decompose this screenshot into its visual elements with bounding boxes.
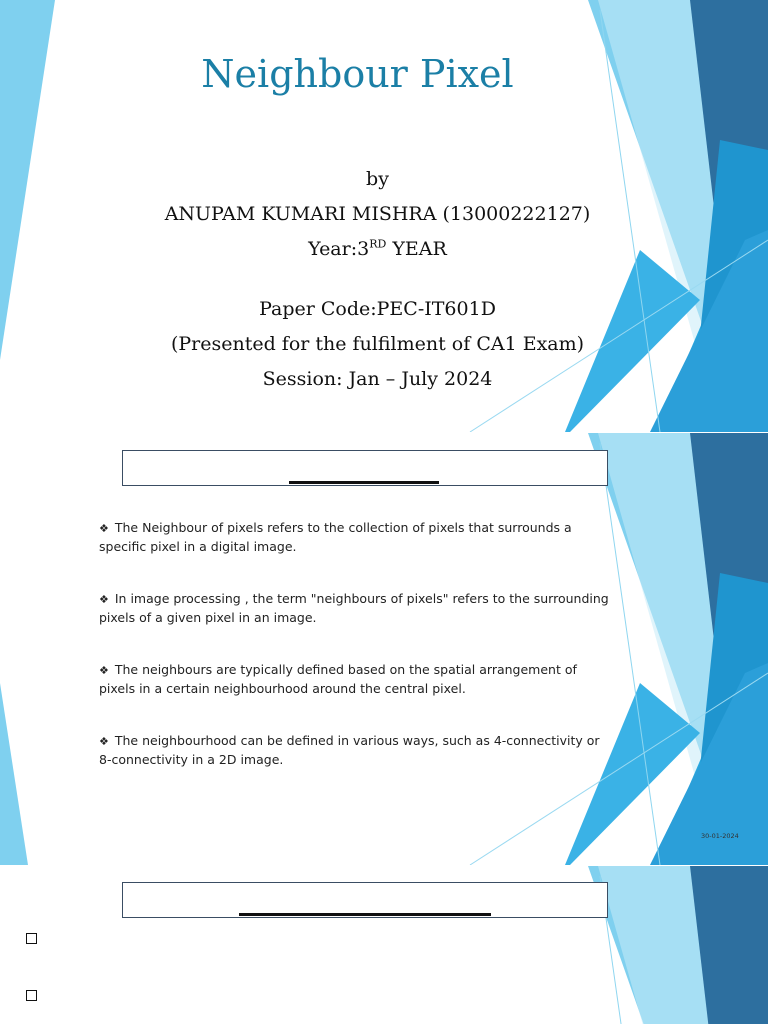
session-line: Session: Jan – July 2024 xyxy=(262,368,493,390)
title-placeholder-box xyxy=(122,450,608,486)
paper-code: Paper Code:PEC-IT601D xyxy=(259,298,496,320)
title-underline xyxy=(239,913,491,916)
by-label: by xyxy=(366,168,389,190)
author-name: ANUPAM KUMARI MISHRA (13000222127) xyxy=(164,203,591,225)
checkbox-bullet-icon xyxy=(26,933,37,944)
bullet-item: ❖ The Neighbour of pixels refers to the collection of pixels that surrounds a specific pixel in a digital image. xyxy=(99,520,572,554)
diamond-bullet-icon: ❖ xyxy=(99,522,109,535)
slide-content xyxy=(0,433,768,865)
diamond-bullet-icon: ❖ xyxy=(99,664,109,677)
bullet-list xyxy=(99,519,609,803)
diamond-bullet-icon: ❖ xyxy=(99,735,109,748)
slide-date: 30-01-2024 xyxy=(701,832,739,840)
slide-title-heading: Neighbour Pixel xyxy=(201,52,514,96)
year-line: Year:3RD YEAR xyxy=(308,237,447,260)
title-underline xyxy=(289,481,439,484)
bullet-item: ❖ The neighbours are typically defined based on the spatial arrangement of pixels in a certain neighbourhood around the central pixel. xyxy=(99,662,577,696)
title-placeholder-box xyxy=(122,882,608,918)
bullet-item: ❖ In image processing , the term "neighbours of pixels" refers to the surrounding pixels of a given pixel in an image. xyxy=(99,591,609,625)
slide-partial xyxy=(0,866,768,1024)
diamond-bullet-icon: ❖ xyxy=(99,593,109,606)
bullet-item: ❖ The neighbourhood can be defined in various ways, such as 4-connectivity or 8-connectivity in a 2D image. xyxy=(99,733,600,767)
presented-note: (Presented for the fulfilment of CA1 Exam) xyxy=(170,333,585,355)
slide-title xyxy=(0,0,768,432)
checkbox-bullet-icon xyxy=(26,990,37,1001)
